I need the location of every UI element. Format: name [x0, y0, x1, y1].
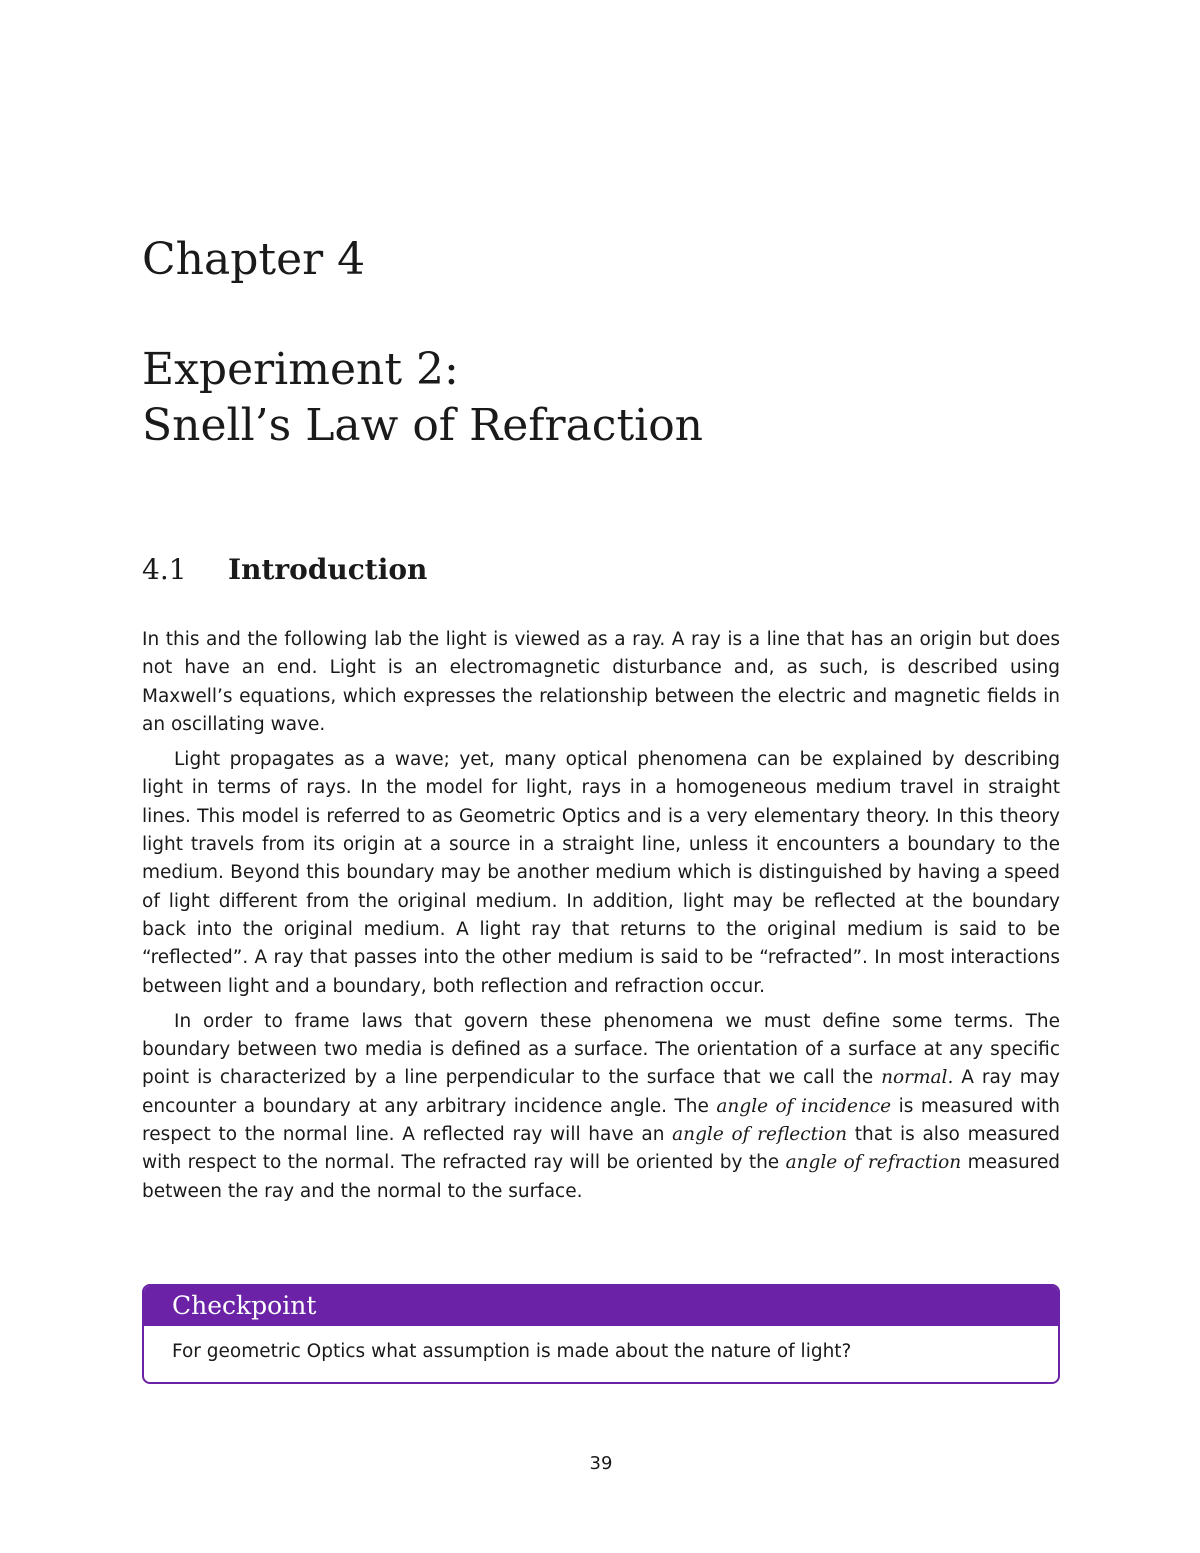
- body-text: [142, 626, 1060, 1213]
- paragraph-3-text-5: measured between the ray and the normal to the surface.: [142, 1152, 1061, 1202]
- checkpoint-title: Checkpoint: [144, 1286, 1058, 1326]
- term-normal: normal.: [881, 1067, 954, 1089]
- chapter-label: Chapter 4: [142, 234, 366, 285]
- paragraph-2: Light propagates as a wave; yet, many optical phenomena can be explained by describing light in terms of rays. In the model for light, rays in a homogeneous medium travel in straight lines. This model is referred to as Geometric Optics and is a very elementary theory. In this theory light travels from its origin at a source in a straight line, unless it encounters a boundary to the medium. Beyond this boundary may be another medium which is distinguished by having a speed of light different from the original medium. In addition, light may be reflected at the boundary back into the original medium. A light ray that returns to the original medium is said to be “reflected”. A ray that passes into the other medium is said to be “refracted”. In most interactions between light and a boundary, both reflection and refraction occur.: [142, 749, 1060, 997]
- paragraph-3-text-1: In order to frame laws that govern these phenomena we must define some terms. The boundary between two media is defined as a surface. The orientation of a surface at any specific point is characterized by a line perpendicular to the surface that we call the: [142, 1010, 1060, 1089]
- term-angle-of-incidence: angle of incidence: [716, 1095, 892, 1117]
- term-angle-of-refraction: angle of refraction: [785, 1152, 962, 1174]
- page-number: 39: [589, 1453, 613, 1474]
- section-number: 4.1: [142, 553, 187, 586]
- paragraph-3-text-2: A ray may encounter a boundary at any arbitrary incidence angle. The: [142, 1067, 1060, 1117]
- chapter-title: [142, 342, 703, 454]
- checkpoint-box: [142, 1284, 1060, 1384]
- section-heading: [142, 552, 427, 588]
- checkpoint-question: For geometric Optics what assumption is made about the nature of light?: [172, 1341, 852, 1362]
- paragraph-1: In this and the following lab the light is viewed as a ray. A ray is a line that has an origin but does not have an end. Light is an electromagnetic disturbance and, as such, is described using Maxwell’s equations, which expresses the relationship between the electric and magnetic fields in an oscillating wave.: [142, 629, 1060, 735]
- chapter-title-line-1: Experiment 2:: [142, 344, 459, 395]
- paragraph-3-text-3: is measured with respect to the normal line. A reflected ray will have an: [142, 1095, 1060, 1146]
- paragraph-3: [142, 1008, 1060, 1206]
- paragraph-3-text-4: that is also measured with respect to the normal. The refracted ray will be oriented by the: [142, 1124, 1060, 1174]
- chapter-title-line-2: Snell’s Law of Refraction: [142, 400, 704, 451]
- term-angle-of-reflection: angle of reflection: [672, 1124, 848, 1146]
- section-title: Introduction: [228, 553, 428, 586]
